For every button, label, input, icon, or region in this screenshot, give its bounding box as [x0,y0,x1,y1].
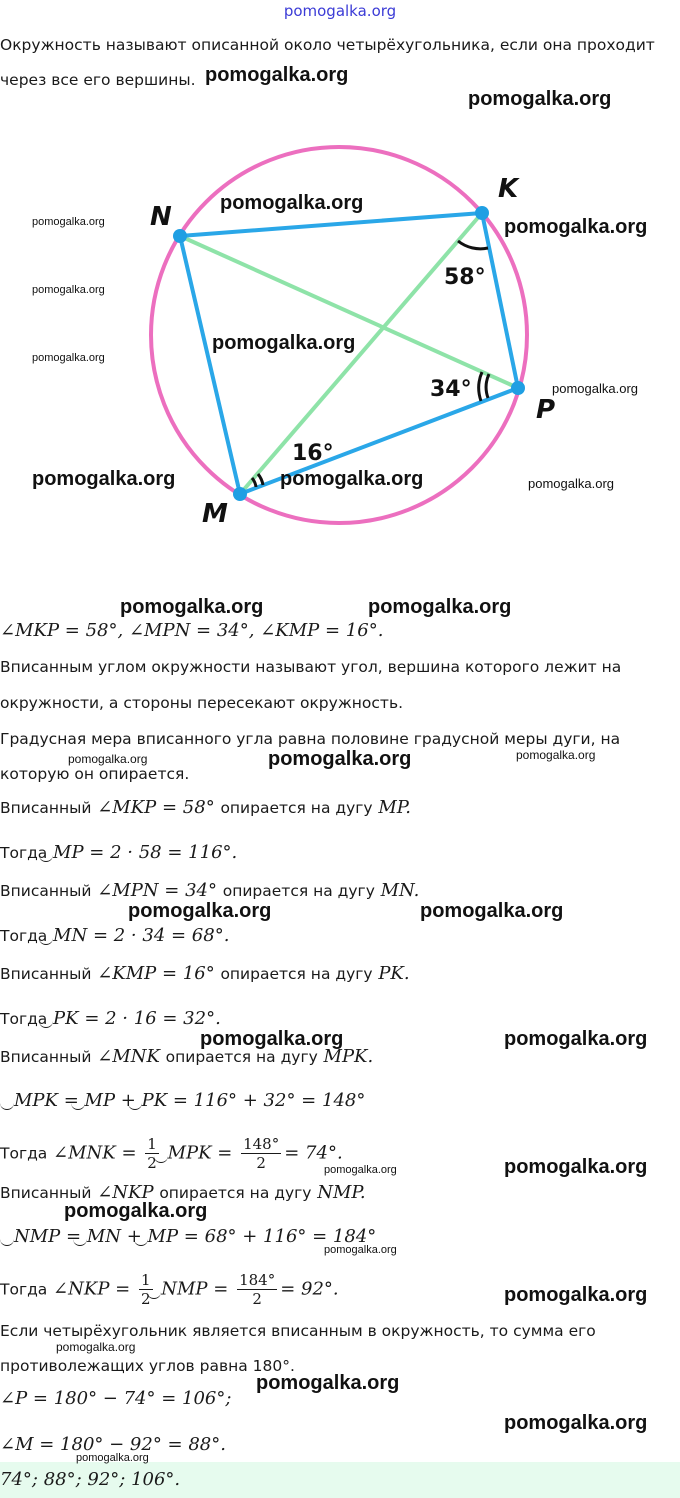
vertex-N [173,229,187,243]
step5-statement: Вписанный ∠NKP опирается на дугу NMP. [0,1182,366,1203]
watermark: pomogalka.org [504,1284,648,1306]
calc-angle-p: ∠P = 180° − 74° = 106°; [0,1388,232,1409]
watermark: pomogalka.org [64,1200,208,1222]
watermark: pomogalka.org [256,1372,400,1394]
watermark: pomogalka.org [212,332,356,354]
angle-mark-M-1 [258,474,263,485]
step2-result: Тогда MN = 2 · 34 = 68°. [0,925,230,946]
watermark: pomogalka.org [504,1412,648,1434]
angle-M-label: 16° [292,441,334,466]
watermark: pomogalka.org [120,596,264,618]
watermark: pomogalka.org [468,88,612,110]
vertex-P [511,381,525,395]
label-P: P [536,395,556,425]
angle-P-label: 34° [430,377,472,402]
site-header-link[interactable]: pomogalka.org [283,2,397,20]
angle-mark-K [458,241,488,249]
angle-mark-P-2 [486,374,489,398]
angle-K-label: 58° [444,265,486,290]
watermark: pomogalka.org [280,468,424,490]
watermark: pomogalka.org [552,381,638,396]
def3-line-2: противолежащих углов равна 180°. [0,1357,295,1375]
step4-arc-sum: MPK = MP + PK = 116° + 32° = 148° [14,1090,366,1111]
def3-line-1: Если четырёхугольник является вписанным в окружность, то сумма его [0,1322,596,1340]
watermark: pomogalka.org [504,1156,648,1178]
step5-result: Тогда ∠NKP = $\frac{1}{2}$ NMP = $\frac{184^\circ}{2}$ = 92°. [0,1271,339,1308]
watermark: pomogalka.org [32,468,176,490]
fraction-arc-over-2: $\frac{148^\circ}{2}$ [243,1135,280,1172]
def1-line-2: окружности, а стороны пересекают окружность. [0,694,404,712]
step2-statement: Вписанный ∠MPN = 34° опирается на дугу MN. [0,880,420,901]
step1-statement: Вписанный ∠MKP = 58° опирается на дугу MP. [0,797,411,818]
watermark: pomogalka.org [128,900,272,922]
watermark: pomogalka.org [368,596,512,618]
def2-line-1: Градусная мера вписанного угла равна половине градусной меры дуги, на [0,730,621,748]
watermark: pomogalka.org [32,284,105,296]
angle-mark-P-1 [479,372,482,401]
watermark: pomogalka.org [324,1164,397,1176]
watermark: pomogalka.org [324,1244,397,1256]
angle-mark-M-2 [252,478,256,487]
step5-arc-sum: NMP = MN + MP = 68° + 116° = 184° [14,1226,377,1247]
intro-line-1: Окружность называют описанной около четырёхугольника, если она проходит [0,36,655,54]
watermark: pomogalka.org [32,352,105,364]
watermark: pomogalka.org [220,192,364,214]
watermark: pomogalka.org [504,1028,648,1050]
answer-text: 74°; 88°; 92°; 106°. [0,1469,181,1490]
watermark: pomogalka.org [76,1452,149,1464]
label-N: N [150,202,172,232]
step3-result: Тогда PK = 2 · 16 = 32°. [0,1008,221,1029]
watermark: pomogalka.org [200,1028,344,1050]
watermark: pomogalka.org [420,900,564,922]
watermark: pomogalka.org [268,748,412,770]
watermark: pomogalka.org [68,752,148,766]
step4-statement: Вписанный ∠MNK опирается на дугу MPK. [0,1046,374,1067]
given-angles: ∠MKP = 58°, ∠MPN = 34°, ∠KMP = 16°. [0,620,384,641]
vertex-K [475,206,489,220]
watermark: pomogalka.org [205,64,349,86]
step4-result: Тогда ∠MNK = $\frac{1}{2}$ MPK = $\frac{148^\circ}{2}$ = 74°. [0,1135,343,1172]
watermark: pomogalka.org [516,748,596,762]
fraction-arc-over-2: $\frac{184^\circ}{2}$ [239,1271,276,1308]
label-M: M [202,499,228,529]
step1-result: Тогда MP = 2 · 58 = 116°. [0,842,238,863]
def1-line-1: Вписанным углом окружности называют угол, вершина которого лежит на [0,658,622,676]
watermark: pomogalka.org [32,216,105,228]
watermark: pomogalka.org [504,216,648,238]
vertex-M [233,487,247,501]
watermark: pomogalka.org [528,476,614,491]
calc-angle-m: ∠M = 180° − 92° = 88°. [0,1434,226,1455]
watermark: pomogalka.org [56,1340,136,1354]
def2-line-2: которую он опирается. [0,765,190,783]
answer-box [0,1462,680,1498]
label-K: K [498,174,519,204]
fraction-one-half: $\frac{1}{2}$ [140,1271,151,1308]
step3-statement: Вписанный ∠KMP = 16° опирается на дугу PK. [0,963,410,984]
fraction-one-half: $\frac{1}{2}$ [147,1135,157,1172]
intro-line-2: через все его вершины. [0,71,196,89]
